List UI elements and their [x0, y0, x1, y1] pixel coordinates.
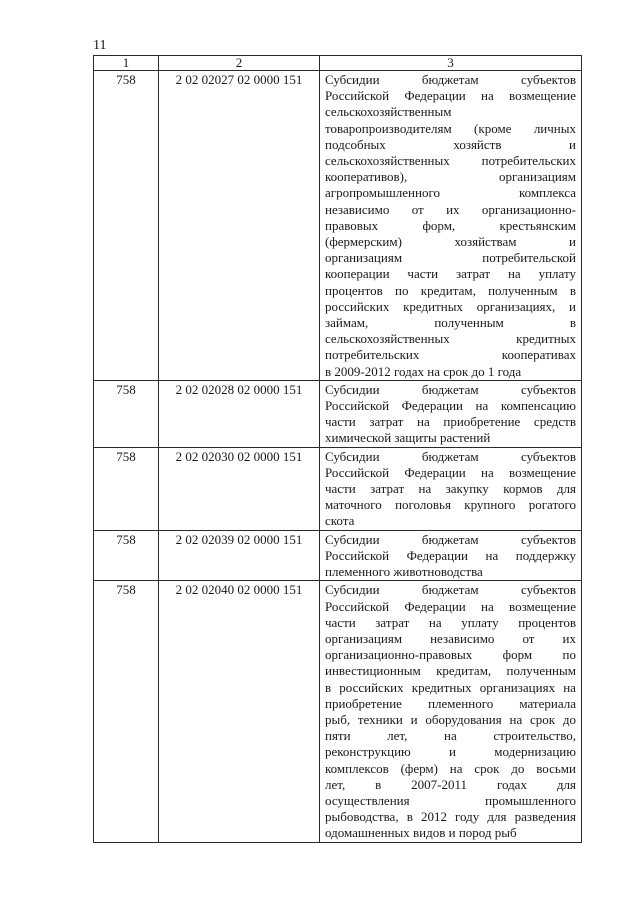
word: комплексов	[325, 760, 389, 776]
word: в	[375, 776, 382, 792]
description-line	[325, 88, 576, 104]
description-line	[325, 663, 576, 679]
word: на	[418, 481, 432, 497]
word: затрат	[369, 414, 404, 430]
word: подсобных	[325, 136, 386, 152]
word: правовых	[325, 217, 379, 233]
description-line	[325, 315, 576, 331]
word: товаропроизводителям	[325, 120, 452, 136]
word: (кроме	[474, 120, 512, 136]
table-row	[94, 380, 582, 447]
description-line	[325, 153, 576, 169]
description-line: в 2009-2012 годах на срок до 1 года	[325, 363, 522, 379]
word: (фермерским)	[325, 234, 402, 250]
word: инвестиционным	[325, 663, 421, 679]
admin-code-cell: 758	[94, 530, 159, 581]
description-line	[325, 414, 576, 430]
word: закупку	[445, 481, 489, 497]
description-line	[325, 744, 576, 760]
description-line: одомашненных видов и пород рыб	[325, 825, 517, 841]
word: субъектов	[520, 381, 576, 397]
description-line	[325, 331, 576, 347]
word: бюджетам	[421, 72, 479, 87]
word: организационно-правовых	[325, 647, 473, 663]
description-line	[325, 234, 576, 250]
description-line	[325, 465, 576, 481]
description-line	[325, 250, 576, 266]
table-row	[94, 447, 582, 530]
description-line	[325, 599, 576, 615]
description-line	[325, 712, 576, 728]
word: на	[417, 414, 430, 430]
word: кормов	[503, 481, 543, 497]
word: Российской	[325, 547, 390, 563]
word: годах	[496, 776, 527, 792]
word: разведения	[514, 809, 576, 825]
description-line	[325, 121, 576, 137]
word: кредитам,	[436, 663, 492, 679]
word: кредитам,	[420, 282, 476, 298]
table-row	[94, 71, 582, 381]
word: организациях	[479, 679, 556, 695]
word: Субсидии	[325, 531, 380, 547]
word: на	[475, 398, 489, 414]
column-header-3: 3	[320, 56, 582, 71]
word: Российской	[325, 464, 390, 480]
word: бюджетам	[421, 582, 479, 598]
word: части	[407, 266, 439, 282]
table-body	[94, 71, 582, 843]
word: Федерации	[404, 598, 466, 614]
word: Федерации	[404, 88, 466, 104]
word: техники	[357, 711, 403, 727]
description-line	[325, 696, 576, 712]
admin-code-cell: 758	[94, 380, 159, 447]
word: строительство,	[493, 728, 576, 744]
word: субъектов	[520, 531, 576, 547]
description-line	[325, 809, 576, 825]
description-line	[325, 137, 576, 153]
word: процентов	[325, 282, 383, 298]
word: возмещение	[509, 598, 576, 614]
word: Субсидии	[325, 381, 380, 397]
table-row	[94, 530, 582, 581]
word: 2007-2011	[411, 776, 468, 792]
word: хозяйств	[453, 136, 502, 152]
word: хозяйствам	[454, 234, 517, 250]
word: Федерации	[406, 547, 468, 563]
description-line: племенного животноводства	[325, 564, 483, 580]
word: Российской	[325, 88, 390, 104]
word: их	[562, 630, 576, 646]
word: на	[481, 598, 494, 614]
description-line	[325, 777, 576, 793]
description-line	[325, 169, 576, 185]
word: полученным	[434, 315, 504, 331]
word: сельскохозяйственных	[325, 153, 450, 169]
description-line	[325, 582, 576, 598]
word: Субсидии	[325, 448, 380, 464]
word: для	[487, 809, 507, 825]
word: форм	[502, 647, 533, 663]
word: кооперации	[325, 266, 390, 282]
word: кредитных	[516, 331, 576, 347]
word: полученным	[488, 282, 558, 298]
word: организациям	[325, 630, 403, 646]
word: бюджетам	[421, 448, 479, 464]
word: для	[556, 776, 576, 792]
word: реконструкцию	[325, 744, 411, 760]
word: возмещение	[509, 88, 576, 104]
description-line	[325, 185, 576, 201]
description-cell	[320, 581, 582, 842]
word: организациям	[498, 169, 576, 185]
word: независимо	[430, 630, 495, 646]
word: потребительских	[481, 153, 576, 169]
word: по	[562, 647, 576, 663]
word: для	[556, 481, 576, 497]
word: до	[562, 711, 576, 727]
word: рыбоводства,	[325, 809, 399, 825]
word: агропромышленного	[325, 185, 440, 201]
word: возмещение	[509, 464, 576, 480]
word: потребительской	[482, 250, 576, 266]
word: до	[511, 760, 525, 776]
word: и	[569, 298, 576, 314]
word: и	[569, 234, 576, 250]
description-line	[325, 615, 576, 631]
word: в	[569, 315, 576, 331]
word: Российской	[325, 398, 390, 414]
description-cell	[320, 380, 582, 447]
word: затрат	[456, 266, 491, 282]
word: пяти	[325, 728, 351, 744]
budget-code-cell: 2 02 02040 02 0000 151	[159, 581, 320, 842]
word: Федерации	[404, 464, 466, 480]
word: от	[522, 630, 535, 646]
description-line	[325, 793, 576, 809]
word: 2012	[420, 809, 447, 825]
word: кредитных	[403, 298, 463, 314]
description-line	[325, 299, 576, 315]
description-line	[325, 382, 576, 398]
word: кредитных	[411, 679, 472, 695]
word: форм,	[422, 217, 456, 233]
word: субъектов	[520, 72, 576, 87]
word: в	[406, 809, 413, 825]
budget-code-cell: 2 02 02027 02 0000 151	[159, 71, 320, 381]
word: лет,	[325, 776, 346, 792]
word: в	[569, 282, 576, 298]
description-line	[325, 481, 576, 497]
budget-code-cell: 2 02 02028 02 0000 151	[159, 380, 320, 447]
word: уплату	[461, 614, 499, 630]
description-line	[325, 218, 576, 234]
description-cell	[320, 447, 582, 530]
word: сельскохозяйственных	[325, 331, 450, 347]
word: лет,	[387, 728, 408, 744]
word: бюджетам	[421, 531, 479, 547]
word: по	[395, 282, 409, 298]
word: затрат	[370, 481, 405, 497]
word: восьми	[536, 760, 576, 776]
word: в	[325, 679, 332, 695]
word: поддержку	[515, 547, 576, 563]
description-cell	[320, 530, 582, 581]
budget-code-cell: 2 02 02030 02 0000 151	[159, 447, 320, 530]
word: году	[455, 809, 480, 825]
word: кооперативах	[501, 347, 576, 363]
word: и	[569, 136, 576, 152]
description-line	[325, 497, 576, 513]
word: промышленного	[485, 792, 576, 808]
description-line: сельскохозяйственным	[325, 104, 452, 120]
word: независимо	[325, 201, 390, 217]
word: осуществления	[325, 792, 410, 808]
word: и	[449, 744, 457, 760]
word: займам,	[325, 315, 369, 331]
column-header-1: 1	[94, 56, 159, 71]
word: Федерации	[401, 398, 464, 414]
admin-code-cell: 758	[94, 581, 159, 842]
word: на	[449, 760, 463, 776]
column-header-2: 2	[159, 56, 320, 71]
word: оборудования	[425, 711, 502, 727]
word: части	[325, 481, 356, 497]
word: от	[411, 201, 424, 217]
word: части	[325, 614, 356, 630]
word: российских	[339, 679, 404, 695]
description-line: химической защиты растений	[325, 430, 491, 446]
description-line	[325, 449, 576, 465]
description-line	[325, 761, 576, 777]
description-line	[325, 266, 576, 282]
admin-code-cell: 758	[94, 71, 159, 381]
word: племенного	[428, 695, 494, 711]
word: процентов	[518, 614, 576, 630]
word: компенсацию	[500, 398, 576, 414]
description-line	[325, 532, 576, 548]
word: модернизацию	[494, 744, 576, 760]
budget-classification-table	[93, 55, 582, 843]
word: Субсидии	[325, 582, 380, 598]
word: комплекса	[518, 185, 576, 201]
word: части	[325, 414, 356, 430]
word: их	[446, 201, 460, 217]
word: субъектов	[520, 582, 576, 598]
table-row	[94, 581, 582, 842]
description-line	[325, 347, 576, 363]
word: на	[509, 711, 523, 727]
word: кооперативов),	[325, 169, 408, 185]
word: на	[563, 679, 576, 695]
word: полученным	[506, 663, 576, 679]
admin-code-cell: 758	[94, 447, 159, 530]
description-line	[325, 728, 576, 744]
description-line	[325, 548, 576, 564]
description-line: скота	[325, 513, 355, 529]
word: срок	[529, 711, 556, 727]
description-cell	[320, 71, 582, 381]
word: организационно-	[481, 201, 576, 217]
word: потребительских	[325, 347, 420, 363]
word: личных	[533, 120, 576, 136]
word: маточного	[325, 497, 382, 513]
word: российских	[325, 298, 390, 314]
description-line	[325, 283, 576, 299]
word: на	[443, 728, 457, 744]
word: бюджетам	[421, 381, 479, 397]
word: средств	[533, 414, 576, 430]
word: уплату	[538, 266, 576, 282]
page-number: 11	[93, 38, 107, 53]
word: крупного	[464, 497, 516, 513]
word: Субсидии	[325, 72, 380, 87]
word: на	[507, 266, 521, 282]
word: крестьянским	[499, 217, 576, 233]
budget-code-cell: 2 02 02039 02 0000 151	[159, 530, 320, 581]
word: затрат	[375, 614, 410, 630]
word: на	[481, 88, 494, 104]
word: субъектов	[520, 448, 576, 464]
word: (ферм)	[400, 760, 438, 776]
word: на	[485, 547, 499, 563]
word: рыб,	[325, 711, 351, 727]
word: организациям	[325, 250, 403, 266]
word: на	[481, 464, 494, 480]
word: Российской	[325, 598, 390, 614]
word: поголовья	[395, 497, 451, 513]
word: материала	[519, 695, 576, 711]
word: срок	[474, 760, 500, 776]
word: и	[410, 711, 418, 727]
description-line	[325, 631, 576, 647]
description-line	[325, 202, 576, 218]
table-header-row	[94, 56, 582, 71]
word: приобретение	[443, 414, 521, 430]
word: на	[428, 614, 442, 630]
word: рогатого	[528, 497, 576, 513]
description-line	[325, 398, 576, 414]
word: организациях,	[476, 298, 556, 314]
description-line	[325, 647, 576, 663]
description-line	[325, 72, 576, 88]
description-line	[325, 680, 576, 696]
word: приобретение	[325, 695, 402, 711]
